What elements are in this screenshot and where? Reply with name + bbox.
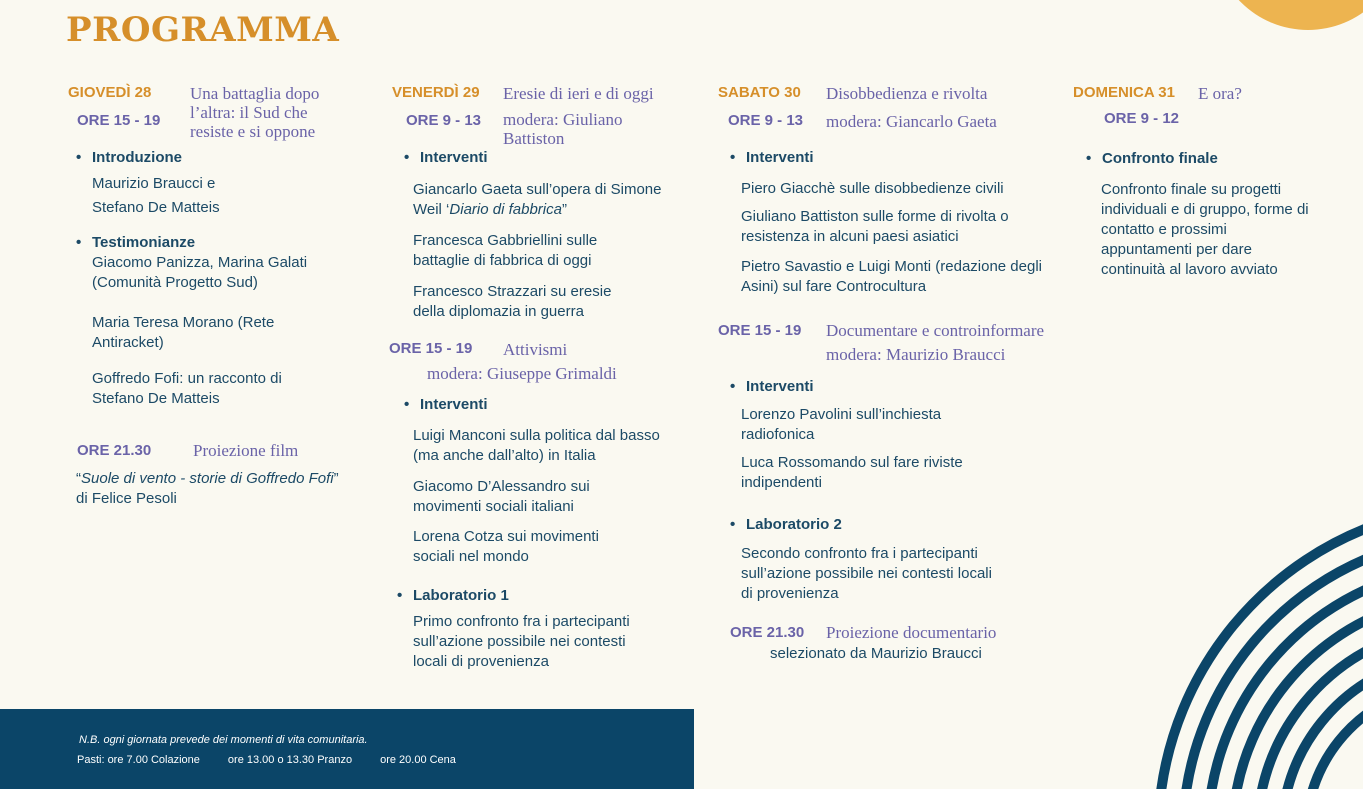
book-title: Diario di fabbrica xyxy=(449,201,562,218)
film-author: di Felice Pesoli xyxy=(76,490,177,507)
meal-times xyxy=(77,754,484,766)
film-title: “Suole di vento - storie di Goffredo Fofi” xyxy=(76,470,339,487)
day-theme: Disobbedienza e rivolta xyxy=(826,84,988,103)
day-theme: Eresie di ieri e di oggi xyxy=(503,84,654,103)
decorative-arcs xyxy=(1130,500,1363,789)
session-label: Proiezione film xyxy=(193,441,299,460)
bullet-heading: • Interventi xyxy=(730,149,814,166)
session-time: ORE 9 - 13 xyxy=(728,112,804,129)
session-label: Attivismi xyxy=(503,340,568,359)
session-time: ORE 21.30 xyxy=(77,442,152,459)
speaker-line: Piero Giacchè sulle disobbedienze civili xyxy=(741,180,1004,197)
speaker-text: Giancarlo Gaeta sull’opera di Simone Weil ‘ xyxy=(413,181,662,218)
speaker-line: Maria Teresa Morano (Rete Antiracket) xyxy=(92,314,275,351)
footer-note: N.B. ogni giornata prevede dei momenti di vita comunitaria. xyxy=(79,734,368,746)
day-label: DOMENICA 31 xyxy=(1073,84,1175,101)
speaker-line: Giacomo Panizza, Marina Galati (Comunità Progetto Sud) xyxy=(92,254,308,291)
bullet-heading: • Interventi xyxy=(404,149,488,166)
bullet-heading: • Interventi xyxy=(730,378,814,395)
speaker-line: Luigi Manconi sulla politica dal basso (ma anche dall’alto) in Italia xyxy=(413,427,660,464)
bullet-heading: • Laboratorio 1 xyxy=(397,587,509,604)
speaker-line: Luca Rossomando sul fare riviste indipendenti xyxy=(741,454,963,491)
session-time: ORE 9 - 12 xyxy=(1104,110,1180,127)
session-moderator: modera: Giancarlo Gaeta xyxy=(826,112,997,131)
speaker-line: Confronto finale su progetti individuali e di gruppo, forme di contatto e prossimi appuntamenti per dare continuità al lavoro avviato xyxy=(1101,181,1309,278)
speaker-line: Giacomo D’Alessandro sui movimenti sociali italiani xyxy=(413,478,590,515)
meal-breakfast: Pasti: ore 7.00 Colazione xyxy=(77,754,200,766)
session-moderator: modera: Giuseppe Grimaldi xyxy=(427,364,617,383)
footer-bar xyxy=(0,709,694,789)
decorative-sun-shape xyxy=(1213,0,1363,30)
meal-lunch: ore 13.00 o 13.30 Pranzo xyxy=(227,754,353,766)
session-moderator: modera: Giuliano Battiston xyxy=(503,110,623,148)
speaker-line: Pietro Savastio e Luigi Monti (redazione degli Asini) sul fare Controcultura xyxy=(741,258,1043,295)
session-time: ORE 15 - 19 xyxy=(718,322,802,339)
speaker-line: Goffredo Fofi: un racconto di Stefano De Matteis xyxy=(92,370,282,407)
speaker-line: Francesco Strazzari su eresie della diplomazia in guerra xyxy=(413,283,612,320)
bullet-heading: • Testimonianze xyxy=(76,234,195,251)
session-label: Proiezione documentario xyxy=(826,623,997,642)
speaker-line: Secondo confronto fra i partecipanti sull’azione possibile nei contesti locali di provenienza xyxy=(741,545,992,602)
speaker-line: Francesca Gabbriellini sulle battaglie di fabbrica di oggi xyxy=(413,232,598,269)
bullet-heading: • Interventi xyxy=(404,396,488,413)
day-label: GIOVEDÌ 28 xyxy=(68,84,152,101)
speaker-line: Stefano De Matteis xyxy=(92,199,220,216)
quote-close: ” xyxy=(561,201,567,218)
bullet-heading: • Confronto finale xyxy=(1086,150,1218,167)
speaker-line: Lorenzo Pavolini sull’inchiesta radiofonica xyxy=(741,406,942,443)
speaker-line: Maurizio Braucci e xyxy=(92,175,216,192)
session-label: Documentare e controinformare xyxy=(826,321,1045,340)
day-theme: E ora? xyxy=(1198,84,1242,103)
session-time: ORE 15 - 19 xyxy=(77,112,161,129)
day-label: SABATO 30 xyxy=(718,84,801,101)
page-title: PROGRAMMA xyxy=(66,10,340,50)
session-time: ORE 9 - 13 xyxy=(406,112,482,129)
film-title-text: Suole di vento - storie di Goffredo Fofi xyxy=(81,470,334,487)
day-theme: Una battaglia dopo l’altra: il Sud che resiste e si oppone xyxy=(190,84,320,141)
session-note: selezionato da Maurizio Braucci xyxy=(770,645,982,662)
speaker-line xyxy=(413,180,673,220)
session-time: ORE 15 - 19 xyxy=(389,340,473,357)
session-time: ORE 21.30 xyxy=(730,624,805,641)
session-moderator: modera: Maurizio Braucci xyxy=(826,345,1006,364)
day-label: VENERDÌ 29 xyxy=(392,84,480,101)
bullet-heading: • Introduzione xyxy=(76,149,182,166)
speaker-line: Primo confronto fra i partecipanti sull’azione possibile nei contesti locali di provenienza xyxy=(413,613,630,670)
speaker-line: Lorena Cotza sui movimenti sociali nel mondo xyxy=(413,528,599,565)
bullet-heading: • Laboratorio 2 xyxy=(730,516,842,533)
speaker-line: Giuliano Battiston sulle forme di rivolta o resistenza in alcuni paesi asiatici xyxy=(741,208,1009,245)
meal-dinner: ore 20.00 Cena xyxy=(380,754,456,766)
